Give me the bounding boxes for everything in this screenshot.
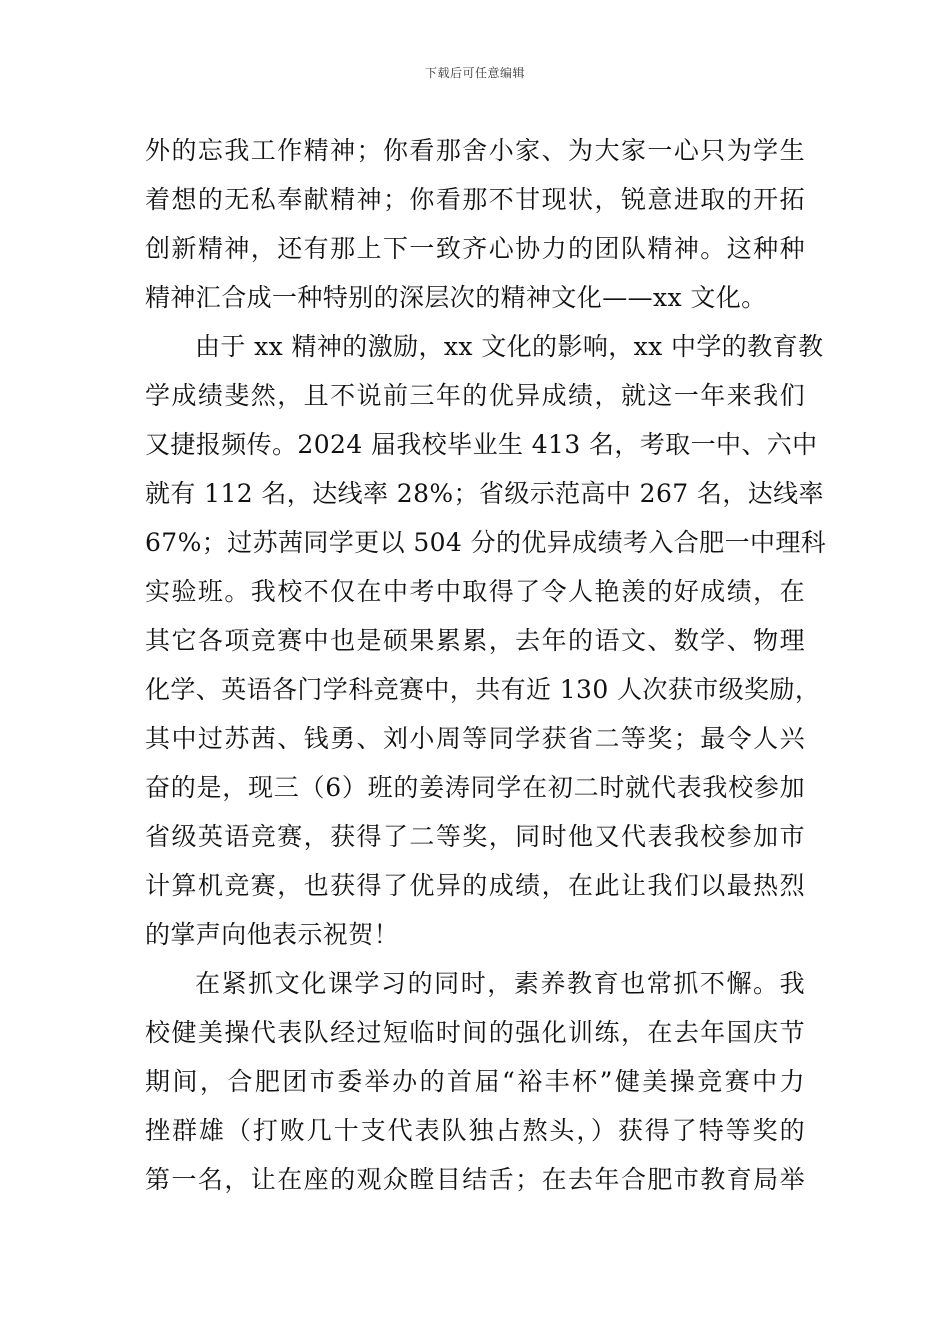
text-line: 校健美操代表队经过短临时间的强化训练，在去年国庆节 [145,1018,805,1047]
text-line: 其中过苏茜、钱勇、刘小周等同学获省二等奖；最令人兴 [145,724,805,753]
text-line: 创新精神，还有那上下一致齐心协力的团队精神。这种种 [145,234,805,263]
text-line: 的掌声向他表示祝贺！ [145,920,400,949]
text-line: 挫群雄（打败几十支代表队独占熬头，）获得了特等奖的 [145,1116,805,1145]
page-header: 下载后可任意编辑 [424,66,525,80]
text-line: 学成绩斐然，且不说前三年的优异成绩，就这一年来我们 [145,381,805,410]
text-line: 外的忘我工作精神；你看那舍小家、为大家一心只为学生 [145,136,805,165]
text-line: 在紧抓文化课学习的同时，素养教育也常抓不懈。我 [195,969,805,998]
text-line: 期间，合肥团市委举办的首届“裕丰杯”健美操竞赛中力 [145,1067,805,1096]
text-line: 实验班。我校不仅在中考中取得了令人艳羡的好成绩，在 [145,577,805,606]
text-line: 计算机竞赛，也获得了优异的成绩，在此让我们以最热烈 [145,871,805,900]
text-line: 67%；过苏茜同学更以 504 分的优异成绩考入合肥一中理科 [145,528,827,557]
text-line: 由于 xx 精神的激励，xx 文化的影响，xx 中学的教育教 [195,332,824,361]
text-line: 奋的是，现三（6）班的姜涛同学在初二时就代表我校参加 [145,773,805,802]
text-line: 着想的无私奉献精神；你看那不甘现状，锐意进取的开拓 [145,185,805,214]
text-line: 精神汇合成一种特别的深层次的精神文化——xx 文化。 [145,283,767,312]
text-line: 第一名，让在座的观众瞠目结舌；在去年合肥市教育局举 [145,1165,805,1194]
text-line: 其它各项竞赛中也是硕果累累，去年的语文、数学、物理 [145,626,805,655]
text-line: 就有 112 名，达线率 28%；省级示范高中 267 名，达线率 [145,479,824,508]
text-line: 又捷报频传。2024 届我校毕业生 413 名，考取一中、六中 [145,430,818,459]
text-line: 省级英语竞赛，获得了二等奖，同时他又代表我校参加市 [145,822,805,851]
text-line: 化学、英语各门学科竞赛中，共有近 130 人次获市级奖励， [145,675,821,704]
body-text [145,126,827,1204]
